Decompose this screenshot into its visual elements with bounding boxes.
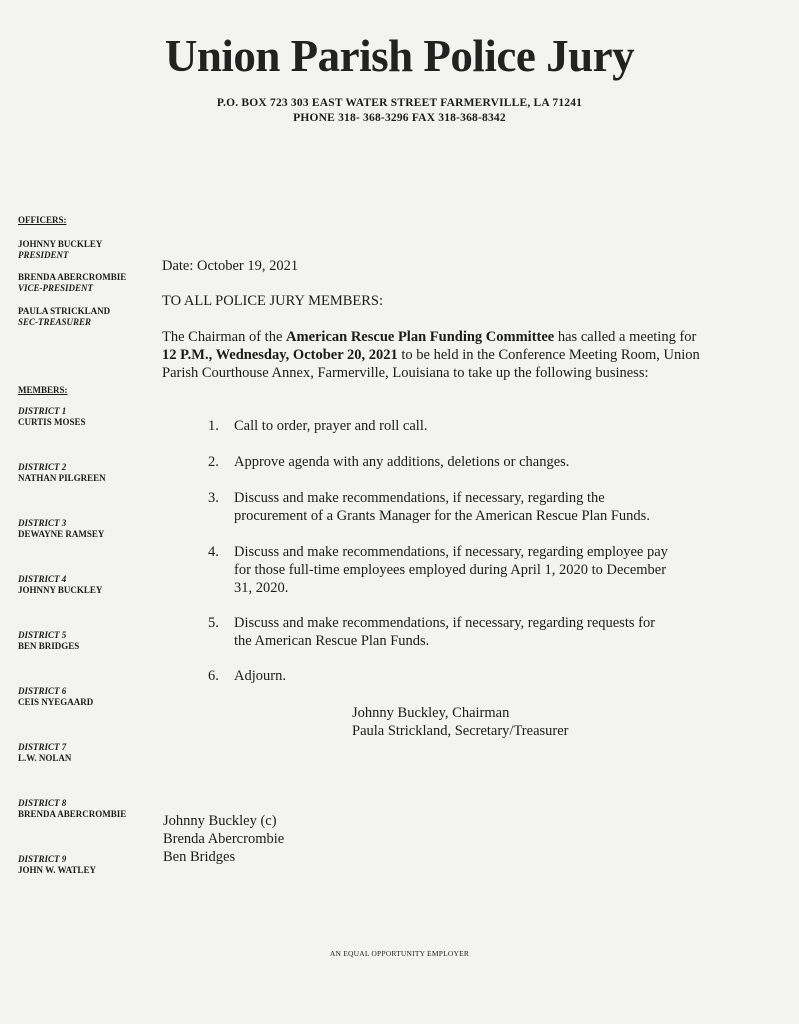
member-name: BRENDA ABERCROMBIE [18, 809, 127, 819]
agenda-text: Adjourn. [234, 668, 286, 684]
committee-member: Johnny Buckley (c) [163, 813, 277, 829]
member-name: DEWAYNE RAMSEY [18, 529, 105, 539]
committee-member: Ben Bridges [163, 849, 236, 865]
agenda-text: Discuss and make recommendations, if necessary, regarding the [234, 490, 605, 506]
officer-title: SEC-TREASURER [18, 317, 92, 327]
member-name: JOHNNY BUCKLEY [18, 585, 103, 595]
officer-name: JOHNNY BUCKLEY [18, 239, 103, 249]
signature-line: Johnny Buckley, Chairman [352, 705, 510, 721]
footer-text: AN EQUAL OPPORTUNITY EMPLOYER [329, 949, 470, 958]
officer-title: VICE-PRESIDENT [18, 283, 94, 293]
officer-name: BRENDA ABERCROMBIE [18, 272, 127, 282]
officers-heading: OFFICERS: [18, 215, 67, 225]
district-label: DISTRICT 1 [18, 406, 67, 416]
intro-text: to be held in the Conference Meeting Room, Union Parish Courthouse Annex, Farmerville, Louisiana to take up the following business: [162, 347, 700, 381]
district-label: DISTRICT 4 [18, 574, 67, 584]
agenda-number: 2. [208, 454, 219, 470]
member-name: NATHAN PILGREEN [18, 473, 106, 483]
district-label: DISTRICT 8 [18, 798, 67, 808]
committee-member: Brenda Abercrombie [163, 831, 285, 847]
district-label: DISTRICT 2 [18, 462, 67, 472]
member-name: CURTIS MOSES [18, 417, 86, 427]
district-label: DISTRICT 7 [18, 742, 67, 752]
agenda-text: Call to order, prayer and roll call. [234, 418, 428, 434]
district-label: DISTRICT 5 [18, 630, 67, 640]
agenda-number: 4. [208, 544, 219, 560]
agenda-text: Approve agenda with any additions, deletions or changes. [234, 454, 570, 470]
member-name: L.W. NOLAN [18, 753, 72, 763]
agenda-number: 1. [208, 418, 219, 434]
letterhead-title: Union Parish Police Jury [164, 31, 635, 81]
agenda-text: the American Rescue Plan Funds. [234, 633, 430, 649]
member-name: CEIS NYEGAARD [18, 697, 94, 707]
agenda-text: Discuss and make recommendations, if necessary, regarding employee pay [234, 544, 668, 560]
agenda-text: procurement of a Grants Manager for the American Rescue Plan Funds. [234, 508, 650, 524]
agenda-number: 5. [208, 615, 219, 631]
agenda-number: 3. [208, 490, 219, 506]
phone-line: PHONE 318- 368-3296 FAX 318-368-8342 [293, 112, 506, 124]
address-line: P.O. BOX 723 303 EAST WATER STREET FARMERVILLE, LA 71241 [216, 97, 583, 109]
letter-date: Date: October 19, 2021 [162, 258, 299, 274]
district-label: DISTRICT 9 [18, 854, 67, 864]
officer-name: PAULA STRICKLAND [18, 306, 111, 316]
agenda-text: Discuss and make recommendations, if necessary, regarding requests for [234, 615, 656, 631]
agenda-text: 31, 2020. [234, 580, 289, 596]
member-name: BEN BRIDGES [18, 641, 80, 651]
signature-line: Paula Strickland, Secretary/Treasurer [352, 723, 569, 739]
meeting-notice-paragraph [162, 328, 707, 382]
agenda-number: 6. [208, 668, 219, 684]
meeting-time: 12 P.M., Wednesday, October 20, 2021 [162, 347, 398, 363]
letter-greeting: TO ALL POLICE JURY MEMBERS: [162, 293, 384, 309]
officer-title: PRESIDENT [18, 250, 69, 260]
agenda-text: for those full-time employees employed during April 1, 2020 to December [234, 562, 667, 578]
district-label: DISTRICT 6 [18, 686, 67, 696]
intro-text: has called a meeting for [554, 329, 697, 345]
intro-text: The Chairman of the [162, 329, 287, 345]
member-name: JOHN W. WATLEY [18, 865, 96, 875]
members-heading: MEMBERS: [18, 385, 68, 395]
district-label: DISTRICT 3 [18, 518, 67, 528]
committee-name: American Rescue Plan Funding Committee [286, 329, 555, 345]
